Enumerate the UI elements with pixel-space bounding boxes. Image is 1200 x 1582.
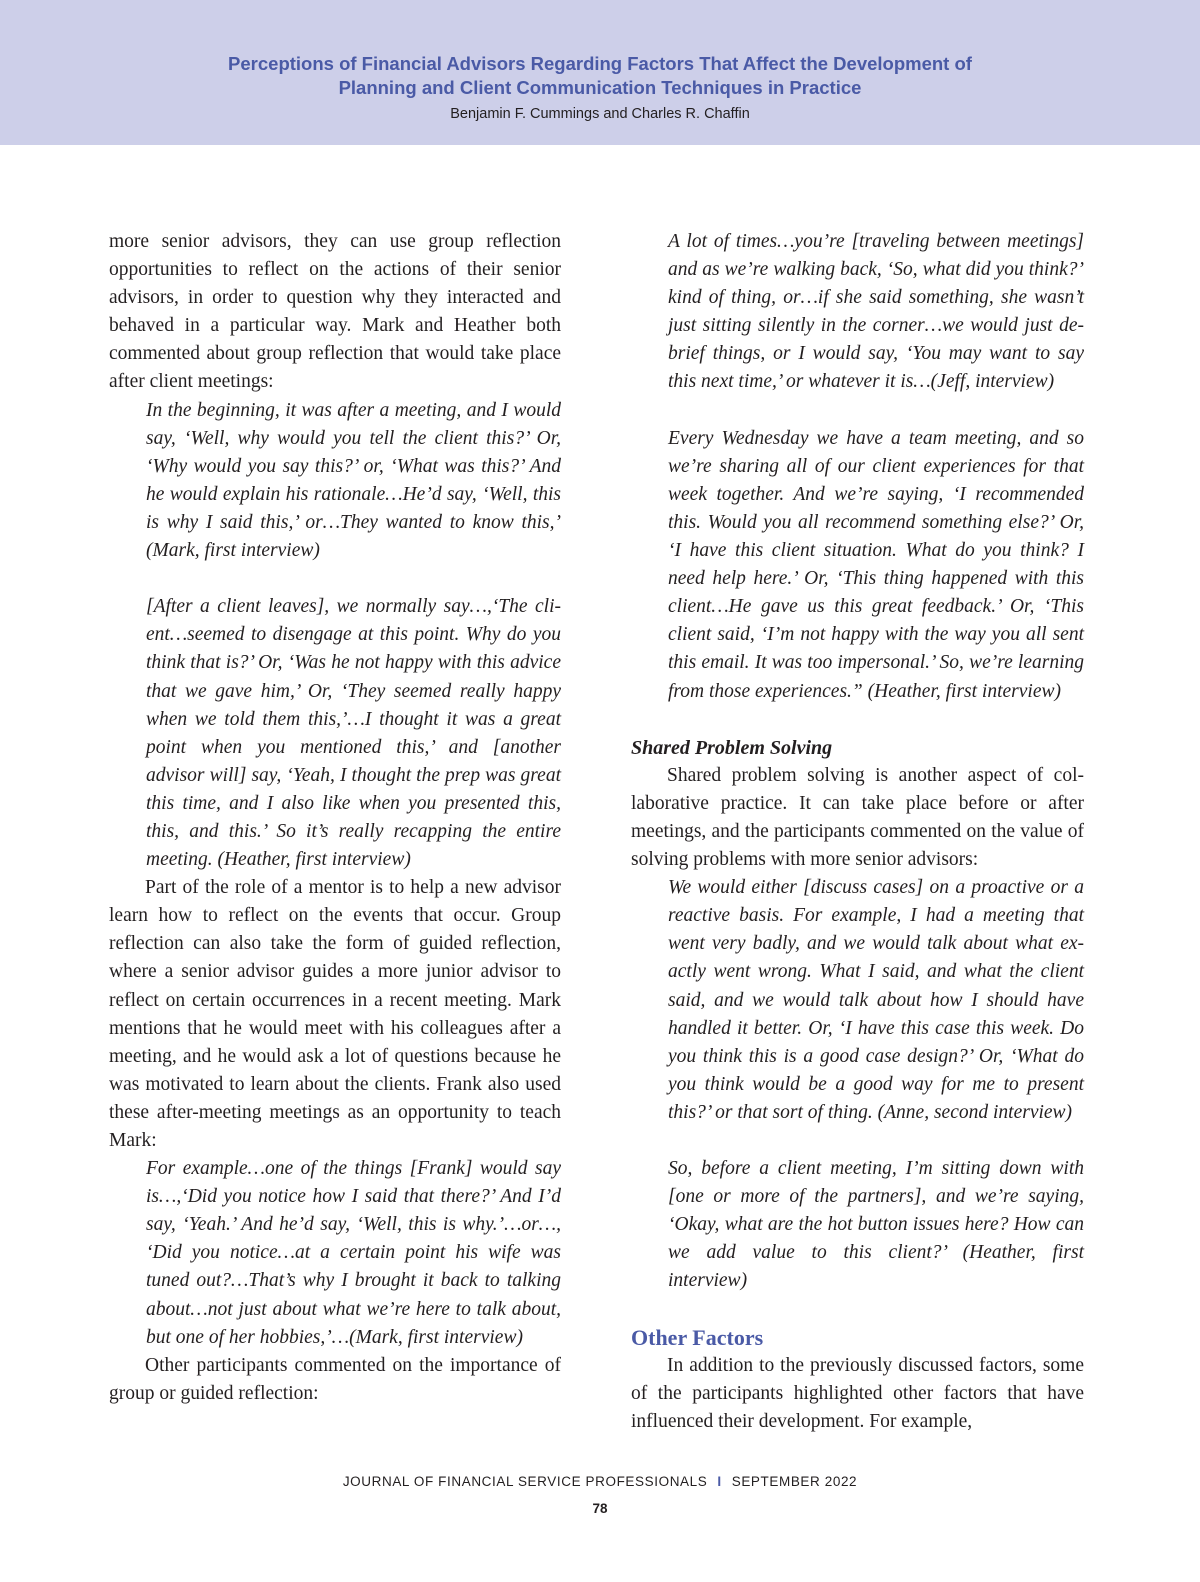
block-quote: A lot of times…you’re [traveling between meetings] and as we’re walking back, ‘So, what did you think?’ kind of thing, or…if she said something, she wasn’t just sitting silently in the corner…we would just debrief things, or I would say, ‘You may want to say this next time,’ or whatever it is…(Jeff, interview) (668, 231, 1084, 393)
section-heading: Other Factors (631, 1324, 764, 1350)
running-footer (0, 1474, 1200, 1489)
article-title-line-2: Planning and Client Communication Techniques in Practice (338, 77, 862, 98)
block-quote: We would either [discuss cases] on a proactive or a reactive basis. For example, I had a meeting that went very badly, and we would talk about what exactly went wrong. What I said, and what the client said, and we would talk about how I should have handled it better. Or, ‘I have this case this week. Do you think this is a good case design?’ Or, ‘What do you think would be a good way for me to present this?’ or that sort of thing. (Anne, second interview) (668, 877, 1084, 1123)
body-paragraph: Part of the role of a mentor is to help a new advisor learn how to reflect on the events that occur. Group reflection can also take the form of guided reflection, where a senior advisor guides a more junior advisor to reflect on certain occurrences in a recent meeting. Mark mentions that he would meet with his colleagues after a meeting, and he would ask a lot of questions because he was motivated to learn about the clients. Frank also used these after-meeting meetings as an opportunity to teach Mark: (109, 877, 561, 1151)
article-title (0, 0, 1200, 100)
block-quote: [After a client leaves], we normally say…,‘The client…seemed to disengage at this point. Why do you think that is?’ Or, ‘Was he not happy with this advice that we gave him,’ Or, ‘They seemed really happy when we told them this,’…I thought it was a great point when you mentioned this,’ and [another advisor will] say, ‘Yeah, I thought the prep was great this time, and I also like when you presented this, this, and this.’ So it’s really recapping the entire meeting. (Heather, first interview) (146, 596, 561, 871)
block-quote: In the beginning, it was after a meeting, and I would say, ‘Well, why would you tell the client this?’ Or, ‘Why would you say this?’ or, ‘What was this?’ And he would explain his rationale…He’d say, ‘Well, this is why I said this,’ or…They wanted to know this,’ (Mark, first interview) (146, 399, 561, 562)
block-quote: For example…one of the things [Frank] would say is…,‘Did you notice how I said that there?’ And I’d say, ‘Yeah.’ And he’d say, ‘Well, this is why.’…or…, ‘Did you notice…at a certain point his wife was tuned out?…That’s why I brought it back to talking about…not just about what we’re here to talk about, but one of her hobbies,’…(Mark, first interview) (146, 1158, 561, 1348)
running-header (0, 0, 1200, 145)
article-title-line-1: Perceptions of Financial Advisors Regarding Factors That Affect the Development of (228, 53, 972, 74)
body-paragraph: Shared problem solving is another aspect of collaborative practice. It can take place before or after meetings, and the participants commented on the value of solving problems with more senior advisors: (631, 764, 1084, 871)
journal-name: JOURNAL OF FINANCIAL SERVICE PROFESSIONALS (342, 1474, 708, 1489)
issue-date: SEPTEMBER 2022 (731, 1474, 858, 1489)
body-paragraph: In addition to the previously discussed factors, some of the participants highlighted other factors that have influenced their development. For example, (631, 1354, 1084, 1432)
right-column (631, 228, 1084, 1436)
page-number: 78 (592, 1501, 608, 1516)
left-column (109, 228, 561, 1408)
subsection-heading: Shared Problem Solving (631, 736, 833, 759)
block-quote: So, before a client meeting, I’m sitting down with [one or more of the partners], and we’re saying, ‘Okay, what are the hot button issues here? How can we add value to this client?’ (Heather, first interview) (668, 1158, 1084, 1292)
block-quote: Every Wednesday we have a team meeting, and so we’re sharing all of our client experiences for that week together. And we’re saying, ‘I recommended this. Would you all recommend something else?’ Or, ‘I have this client situation. What do you think? I need help here.’ Or, ‘This thing happened with this client…He gave us this great feedback.’ Or, ‘This client said, ‘I’m not happy with the way you all sent this email. It was too impersonal.’ So, we’re learning from those experiences.” (Heather, first interview) (668, 427, 1084, 702)
footer-separator: I (717, 1474, 722, 1489)
body-paragraph: Other participants commented on the importance of group or guided reflection: (109, 1354, 561, 1404)
body-paragraph: more senior advisors, they can use group reflection opportunities to reflect on the actions of their senior advisors, in order to question why they interacted and behaved in a particular way. Mark and Heather both commented about group reflection that would take place after client meetings: (109, 231, 561, 393)
article-authors: Benjamin F. Cummings and Charles R. Chaffin (450, 106, 750, 122)
